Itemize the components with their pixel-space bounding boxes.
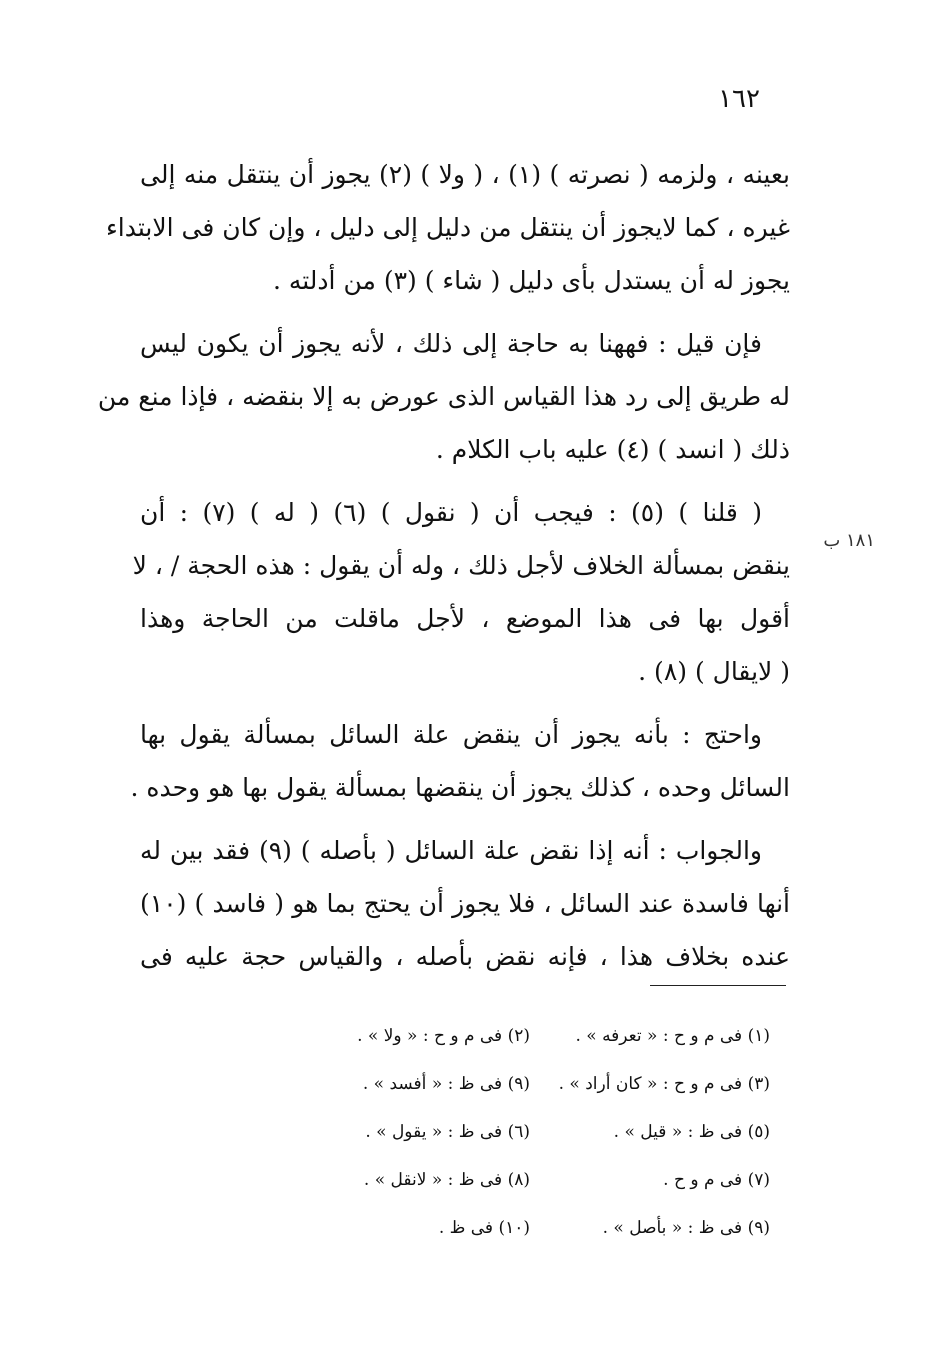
page-number: ١٦٢ xyxy=(718,84,760,114)
text-line: عنده بخلاف هذا ، فإنه نقض بأصله ، والقياس حجة عليه فى xyxy=(140,942,790,971)
footnote: (٦) فى ظ : « يقول » . xyxy=(365,1122,530,1142)
footnote: (١) فى م و ح : « تعرفه » . xyxy=(575,1026,770,1046)
footnote-row xyxy=(250,1156,770,1204)
footnote: (٥) فى ظ : « قيل » . xyxy=(613,1122,770,1142)
text-line: ذلك ( انسد ) (٤) عليه باب الكلام . xyxy=(435,435,790,464)
footnote-row xyxy=(250,1012,770,1060)
text-line: بعينه ، ولزمه ( نصرته ) (١) ، ( ولا ) (٢) يجوز أن ينتقل منه إلى xyxy=(140,160,790,189)
text-line: ( قلنا ) (٥) : فيجب أن ( نقول ) (٦) ( له ) (٧) : أن xyxy=(140,498,762,527)
footnote-separator xyxy=(650,985,786,986)
paragraph xyxy=(106,148,790,307)
footnote: (٨) فى ظ : « لانقل » . xyxy=(363,1170,530,1190)
folio-margin-note: ١٨١ ب xyxy=(823,530,875,551)
footnote: (٩) فى ظ : « أفسد » . xyxy=(362,1074,530,1094)
text-line: ينقض بمسألة الخلاف لأجل ذلك ، وله أن يقول : هذه الحجة / ، لا xyxy=(132,551,790,580)
text-line: أنها فاسدة عند السائل ، فلا يجوز أن يحتج بما هو ( فاسد ) (١٠) xyxy=(140,889,790,918)
text-line: السائل وحده ، كذلك يجوز أن ينقضها بمسألة يقول بها هو وحده . xyxy=(130,773,790,802)
footnote-row xyxy=(250,1204,770,1252)
text-line: فإن قيل : فههنا به حاجة إلى ذلك ، لأنه يجوز أن يكون ليس xyxy=(140,329,762,358)
text-line: واحتج : بأنه يجوز أن ينقض علة السائل بمسألة يقول بها xyxy=(140,720,762,749)
footnote-row xyxy=(250,1060,770,1108)
footnote: (٣) فى م و ح : « كان أراد » . xyxy=(558,1074,770,1094)
text-line: يجوز له أن يستدل بأى دليل ( شاء ) (٣) من أدلته . xyxy=(272,266,790,295)
text-line: أقول بها فى هذا الموضع ، لأجل ماقلت من الحاجة وهذا xyxy=(140,604,790,633)
footnotes xyxy=(250,1012,770,1252)
main-text xyxy=(97,148,790,993)
text-line: غيره ، كما لايجوز أن ينتقل من دليل إلى دليل ، وإن كان فى الابتداء xyxy=(106,213,790,242)
paragraph xyxy=(130,708,790,814)
footnote: (١٠) فى ظ . xyxy=(438,1218,530,1238)
footnote: (٩) فى ظ : « بأصل » . xyxy=(602,1218,770,1238)
paragraph xyxy=(132,486,790,698)
text-line: والجواب : أنه إذا نقض علة السائل ( بأصله ) (٩) فقد بين له xyxy=(140,836,762,865)
footnote-row xyxy=(250,1108,770,1156)
text-line: ( لايقال ) (٨) . xyxy=(638,657,790,686)
paragraph xyxy=(97,317,790,476)
footnote: (٢) فى م و ح : « ولا » . xyxy=(357,1026,530,1046)
paragraph xyxy=(140,824,790,983)
text-line: له طريق إلى رد هذا القياس الذى عورض به إلا بنقضه ، فإذا منع من xyxy=(97,382,790,411)
footnote: (٧) فى م و ح . xyxy=(663,1170,770,1190)
